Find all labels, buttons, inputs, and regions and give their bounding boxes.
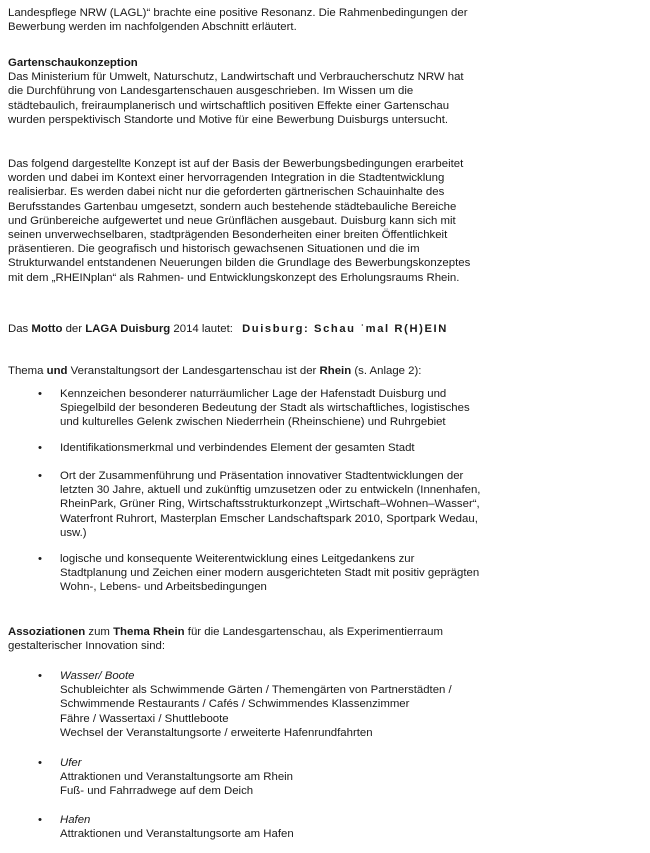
bullet-icon: • <box>38 670 42 682</box>
list-item <box>8 387 608 430</box>
list-item <box>8 441 608 455</box>
text-line: gestalterischer Innovation sind: <box>8 640 166 653</box>
bullet-icon: • <box>38 814 42 826</box>
item-title: Wasser/ Boote <box>60 670 135 682</box>
text-line: Strukturwandel entstandenen Neuerungen bilden die Grundlage des Bewerbungskonzeptes <box>8 257 471 270</box>
bullet-icon: • <box>38 470 42 482</box>
list-item <box>8 469 608 540</box>
text-line: präsentieren. Die geografisch und historisch gewachsenen Situationen und die im <box>8 243 420 256</box>
bullet-icon: • <box>38 553 42 565</box>
list-item <box>8 669 608 740</box>
motto-prefix: Das <box>8 323 32 335</box>
text-line: und Grünbereiche aufgewertet und neue Grünflächen ausgebaut. Duisburg kann sich mit <box>8 214 456 227</box>
text-line: die Durchführung von Landesgartenschauen ausgeschrieben. Im Wissen um die <box>8 85 414 98</box>
text-line: mit dem „RHEINplan“ als Rahmen- und Entwicklungskonzept des Erholungsraums Rhein. <box>8 271 460 284</box>
text-line: Das folgend dargestellte Konzept ist auf der Basis der Bewerbungsbedingungen erarbeitet <box>8 158 464 170</box>
motto-prefix-tail: 2014 lautet: <box>170 323 233 335</box>
text-line: Das Ministerium für Umwelt, Naturschutz, Landwirtschaft und Verbraucherschutz NRW hat <box>8 71 464 84</box>
list-item <box>8 813 608 841</box>
thema-bullet-list <box>8 387 608 430</box>
motto-word: Motto <box>31 323 63 335</box>
bullet-icon: • <box>38 442 42 454</box>
bullet-icon: • <box>38 388 42 400</box>
text-line: Attraktionen und Veranstaltungsorte am Hafen <box>60 828 294 841</box>
text-span: Thema <box>8 365 47 377</box>
text-line: Stadtplanung und Zeichen einer modern ausgerichteten Stadt mit positiv geprägten <box>60 567 480 580</box>
text-span: für die Landesgartenschau, als Experimentierraum <box>184 626 443 638</box>
list-item <box>8 552 608 595</box>
thema-bullet-list <box>8 469 608 540</box>
thema-section <box>8 364 608 378</box>
section-gartenschaukonzeption <box>8 56 584 127</box>
text-line: Fähre / Wassertaxi / Shuttleboote <box>60 712 229 725</box>
text-line: Kennzeichen besonderer naturräumlicher Lage der Hafenstadt Duisburg und <box>60 388 447 400</box>
text-line: wurden perspektivisch Standorte und Motive für eine Bewerbung Duisburgs untersucht. <box>8 113 449 126</box>
text-line: Spiegelbild der besonderen Bedeutung der Stadt als wirtschaftliches, logistisches <box>60 402 470 415</box>
list-item <box>8 756 608 799</box>
assoziationen-intro <box>8 625 608 653</box>
motto-laga: LAGA Duisburg <box>85 323 171 335</box>
text-line: Bewerbung werden im nachfolgenden Abschnitt erläutert. <box>8 21 297 34</box>
text-span: (s. Anlage 2): <box>351 365 422 377</box>
text-line: und kulturelles Gelenk zwischen Niederrhein (Rheinschiene) und Ruhrgebiet <box>60 416 446 429</box>
thema-bullet-list <box>8 441 608 455</box>
text-line: Waterfront Ruhrort, Masterplan Emscher Landschaftspark 2010, Sportpark Wedau, <box>60 512 478 525</box>
item-title: Hafen <box>60 814 91 826</box>
text-line: realisierbar. Es werden dabei nicht nur die geforderten gärtnerischen Schauinhalte des <box>8 186 445 199</box>
bullet-icon: • <box>38 757 42 769</box>
thema-bullet-list <box>8 552 608 595</box>
text-line: Ort der Zusammenführung und Präsentation innovativer Stadtentwicklungen der <box>60 470 464 482</box>
text-line: logische und konsequente Weiterentwicklung eines Leitgedankens zur <box>60 553 415 565</box>
text-line: städtebaulich, freiraumplanerisch und wirtschaftlich positiven Effekte einer Gartenschau <box>8 99 450 112</box>
assoziation-list <box>8 813 608 841</box>
text-span: Assoziationen <box>8 626 86 638</box>
item-title: Ufer <box>60 757 82 769</box>
text-line: usw.) <box>60 526 87 539</box>
text-line: Berufsstandes Gartenbau umgesetzt, sondern auch bestehende städtebauliche Bereiche <box>8 200 457 213</box>
assoziation-list <box>8 756 608 799</box>
thema-intro <box>8 364 608 378</box>
text-line: Identifikationsmerkmal und verbindendes Element der gesamten Stadt <box>60 442 415 454</box>
text-line: Landespflege NRW (LAGL)“ brachte eine positive Resonanz. Die Rahmenbedingungen der <box>8 7 468 19</box>
section-heading: Gartenschaukonzeption <box>8 57 138 69</box>
intro-paragraph <box>8 6 584 34</box>
text-line: Wechsel der Veranstaltungsorte / erweiterte Hafenrundfahrten <box>60 726 373 739</box>
text-span: zum <box>85 626 114 638</box>
text-line: Schwimmende Restaurants / Cafés / Schwimmendes Klassenzimmer <box>60 698 410 711</box>
text-span: Veranstaltungsort der Landesgartenschau ist der <box>67 365 320 377</box>
text-line: Attraktionen und Veranstaltungsorte am Rhein <box>60 771 294 784</box>
text-line: letzten 30 Jahre, aktuell und zukünftig umzusetzen oder zu entwickeln (Innenhafen, <box>60 484 481 497</box>
motto-prefix-mid: der <box>62 323 86 335</box>
text-line: Wohn-, Lebens- und Arbeitsbedingungen <box>60 581 267 594</box>
text-line: RheinPark, Grüner Ring, Wirtschaftsstrukturkonzept „Wirtschaft–Wohnen–Wasser“, <box>60 498 480 511</box>
konzept-paragraph <box>8 157 584 285</box>
text-span: und <box>46 365 68 377</box>
text-line: Schubleichter als Schwimmende Gärten / Themengärten von Partnerstädten / <box>60 684 452 697</box>
text-line: Fuß- und Fahrradwege auf dem Deich <box>60 785 254 798</box>
assoziation-list <box>8 669 608 740</box>
text-span: Thema Rhein <box>113 626 185 638</box>
motto-value: Duisburg: Schau ˈmal R(H)EIN <box>242 323 448 335</box>
text-line: worden und dabei im Kontext einer hervorragenden Integration in die Stadtentwicklung <box>8 172 445 185</box>
motto-line <box>8 322 608 336</box>
text-span: Rhein <box>319 365 352 377</box>
text-line: seinen unverwechselbaren, stadtprägenden Besonderheiten einer breiten Öffentlichkeit <box>8 229 448 242</box>
